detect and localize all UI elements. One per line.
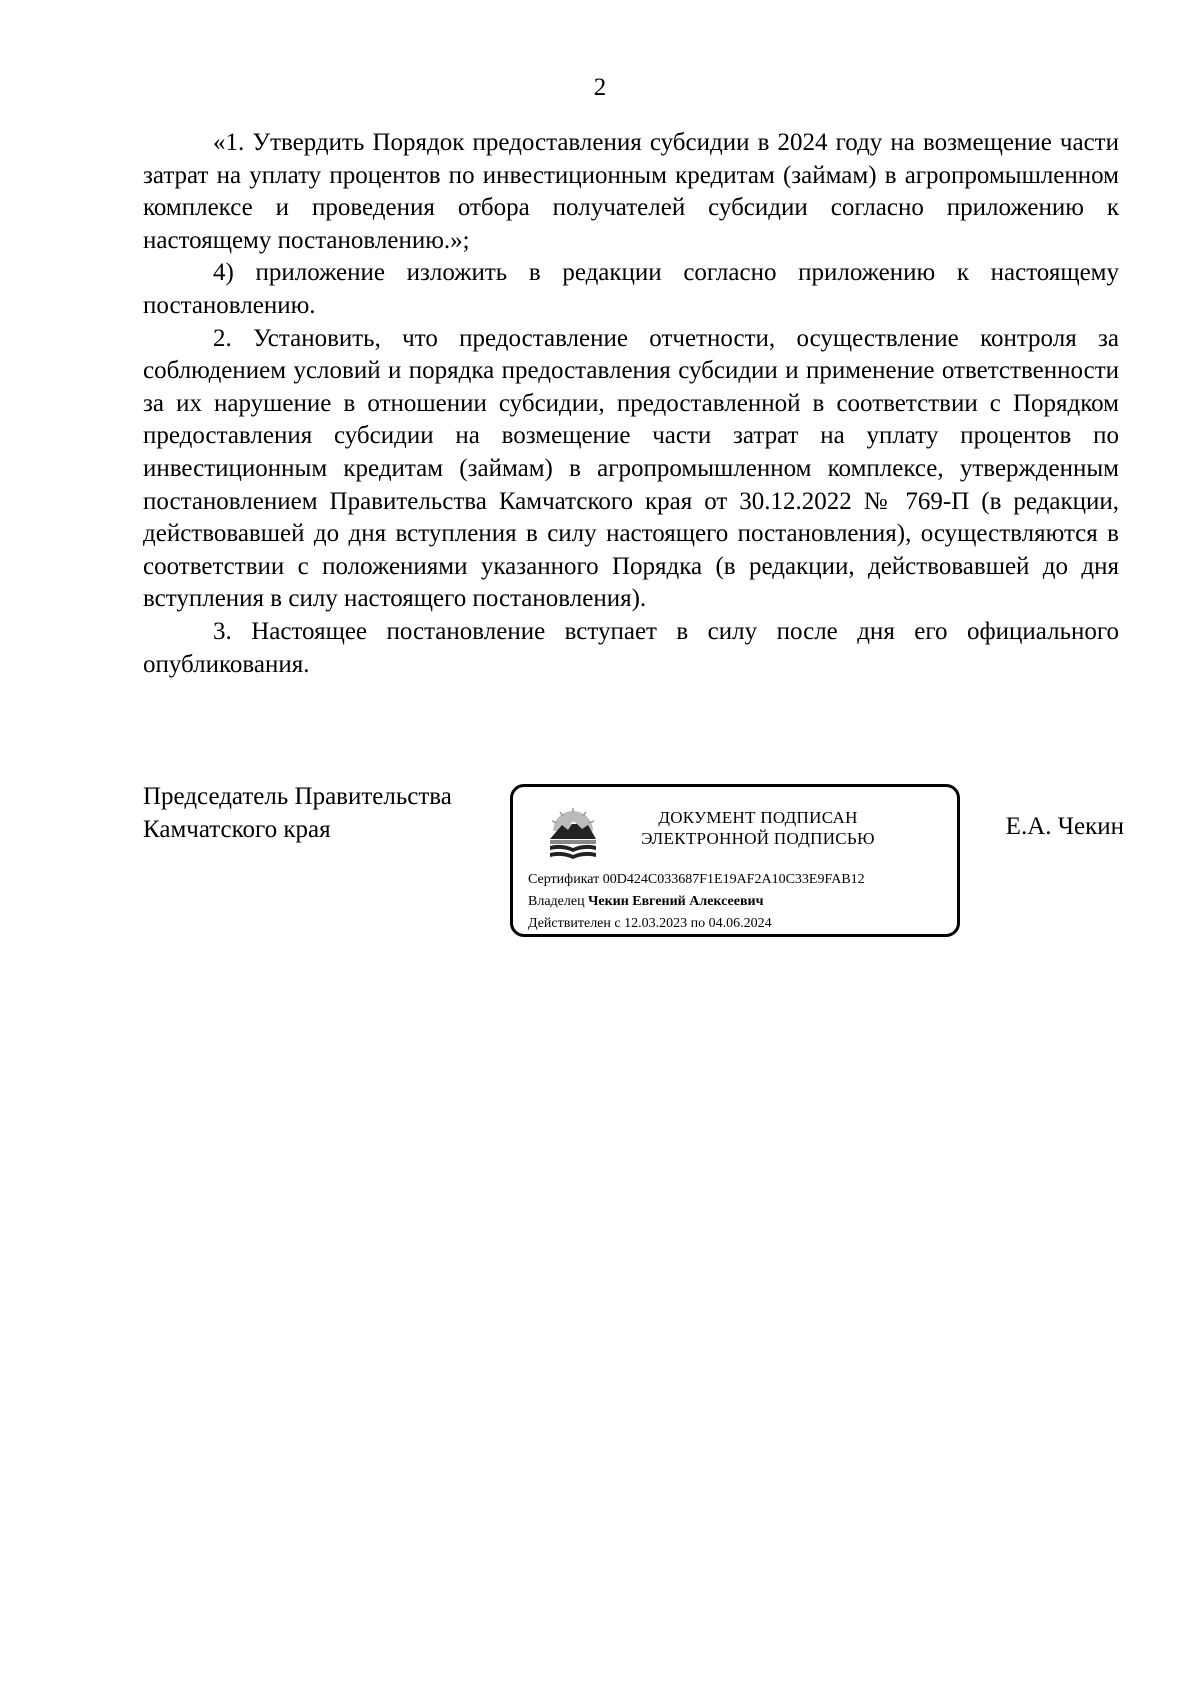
signer-position [143,780,452,846]
paragraph-4: 3. Настоящее постановление вступает в силу после дня его официального опубликования. [143,617,1119,678]
page-number: 2 [593,74,607,101]
signer-position-line-1: Председатель Правительства [143,783,452,810]
stamp-certificate-row [528,869,865,891]
document-body [143,127,1119,681]
stamp-title-line-1: ДОКУМЕНТ ПОДПИСАН [658,808,858,827]
stamp-valid-to-label: по [690,916,706,931]
stamp-owner-value: Чекин Евгений Алексеевич [588,894,764,909]
stamp-valid-to: 04.06.2024 [708,916,772,931]
stamp-certificate-label: Сертификат [528,872,600,887]
stamp-owner-row [528,891,865,913]
stamp-title-line-2: ЭЛЕКТРОННОЙ ПОДПИСЬЮ [641,829,875,848]
stamp-owner-label: Владелец [528,894,585,909]
paragraph-3: 2. Установить, что предоставление отчетности, осуществление контроля за соблюдением условий и порядка предоставления субсидии и применение ответственности за их нарушение в отношении субсидии, предоставленной в соответствии с Порядком предоставления субсидии на возмещение части затрат на уплату процентов по инвестиционным кредитам (займам) в агропромышленном комплексе, утвержденным постановлением Правительства Камчатского края от 30.12.2022 № 769-П (в редакции, действовавшей до дня вступления в силу настоящего постановления), осуществляются в соответствии с положениями указанного Порядка (в редакции, действовавшей до дня вступления в силу настоящего постановления). [143,324,1119,613]
stamp-validity-row [528,913,865,935]
signer-name: Е.А. Чекин [1005,813,1124,840]
kamchatka-coat-of-arms-icon [548,807,598,863]
paragraph-2: 4) приложение изложить в редакции согласно приложению к настоящему постановлению. [143,259,1119,319]
stamp-details [528,869,865,935]
stamp-title [613,807,903,849]
paragraph-1: «1. Утвердить Порядок предоставления субсидии в 2024 году на возмещение части затрат на уплату процентов по инвестиционным кредитам (займам) в агропромышленном комплексе и проведения отбора получателей субсидии согласно приложению к настоящему постановлению.»; [143,129,1119,254]
stamp-valid-label: Действителен с [528,916,621,931]
stamp-certificate-value: 00D424C033687F1E19AF2A10C33E9FAB12 [602,872,865,887]
signer-position-line-2: Камчатского края [143,816,331,843]
electronic-signature-stamp [510,784,960,937]
stamp-valid-from: 12.03.2023 [624,916,688,931]
